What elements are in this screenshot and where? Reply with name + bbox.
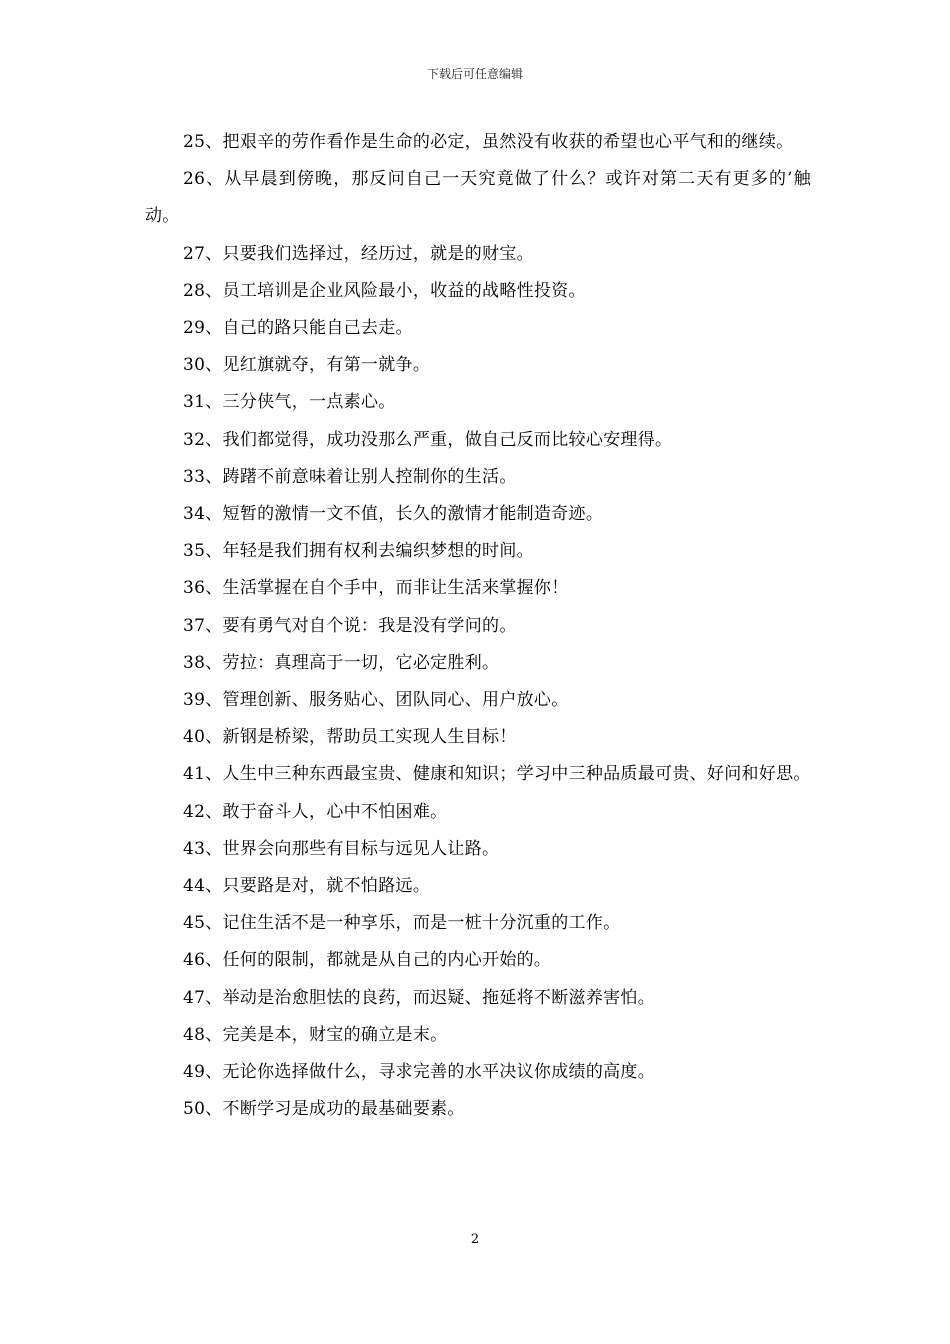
- paragraph-50: 50、不断学习是成功的最基础要素。: [183, 1099, 465, 1120]
- paragraph-40: 40、新钢是桥梁，帮助员工实现人生目标！: [183, 727, 517, 748]
- paragraph-44: 44、只要路是对，就不怕路远。: [183, 876, 431, 897]
- paragraph-47: 47、举动是治愈胆怯的良药，而迟疑、拖延将不断滋养害怕。: [183, 987, 656, 1008]
- paragraph-27: 27、只要我们选择过，经历过，就是的财宝。: [183, 243, 534, 264]
- paragraph-36: 36、生活掌握在自个手中，而非让生活来掌握你！: [183, 578, 569, 599]
- paragraph-33: 33、踌躇不前意味着让别人控制你的生活。: [183, 466, 517, 487]
- paragraph-41: 41、人生中三种东西最宝贵、健康和知识；学习中三种品质最可贵、好问和好思。: [183, 764, 811, 785]
- paragraph-30: 30、见红旗就夺，有第一就争。: [183, 355, 431, 376]
- paragraph-31: 31、三分侠气，一点素心。: [183, 392, 396, 413]
- paragraph-35: 35、年轻是我们拥有权利去编织梦想的时间。: [183, 541, 534, 562]
- body-text: [145, 124, 811, 1128]
- paragraph-43: 43、世界会向那些有目标与远见人让路。: [183, 838, 500, 859]
- paragraph-26: 26、从早晨到傍晚，那反问自己一天究竟做了什么？或许对第二天有更多的’触动。: [145, 169, 811, 227]
- paragraph-45: 45、记住生活不是一种享乐，而是一桩十分沉重的工作。: [183, 913, 621, 934]
- paragraph-34: 34、短暂的激情一文不值，长久的激情才能制造奇迹。: [183, 504, 604, 525]
- paragraph-38: 38、劳拉：真理高于一切，它必定胜利。: [183, 652, 500, 673]
- paragraph-25: 25、把艰辛的劳作看作是生命的必定，虽然没有收获的希望也心平气和的继续。: [183, 132, 794, 152]
- paragraph-49: 49、无论你选择做什么，寻求完善的水平决议你成绩的高度。: [183, 1062, 656, 1083]
- paragraph-48: 48、完美是本，财宝的确立是末。: [183, 1024, 448, 1045]
- page-header: 下载后可任意编辑: [426, 67, 523, 81]
- page-number: 2: [470, 1232, 480, 1247]
- paragraph-28: 28、员工培训是企业风险最小，收益的战略性投资。: [183, 280, 586, 301]
- paragraph-39: 39、管理创新、服务贴心、团队同心、用户放心。: [183, 690, 569, 711]
- paragraph-46: 46、任何的限制，都就是从自己的内心开始的。: [183, 950, 552, 971]
- paragraph-37: 37、要有勇气对自个说：我是没有学问的。: [183, 615, 517, 636]
- paragraph-42: 42、敢于奋斗人，心中不怕困难。: [183, 801, 448, 822]
- paragraph-32: 32、我们都觉得，成功没那么严重，做自己反而比较心安理得。: [183, 429, 673, 450]
- paragraph-29: 29、自己的路只能自己去走。: [183, 318, 413, 339]
